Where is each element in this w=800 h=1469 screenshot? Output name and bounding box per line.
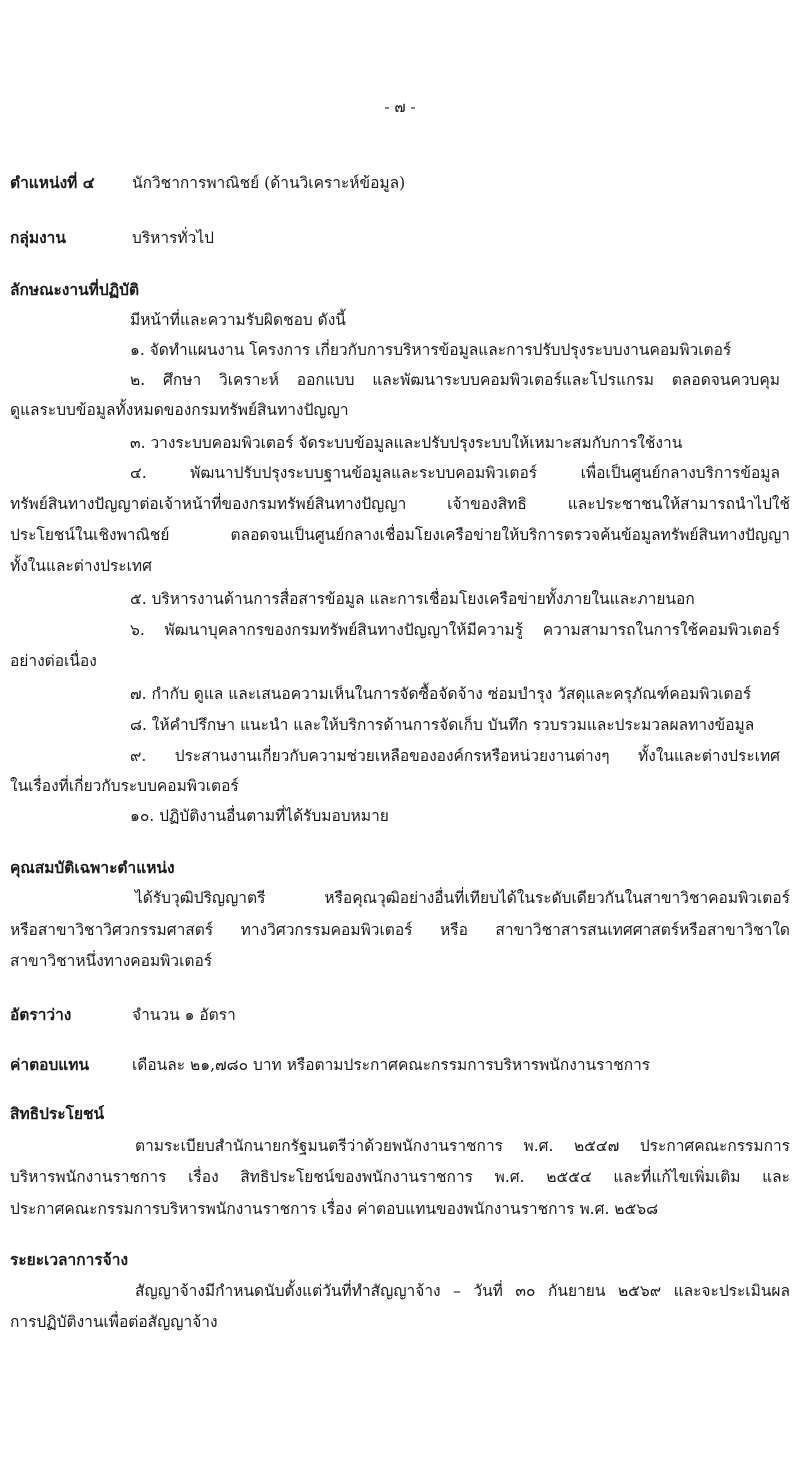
duty-item-1: ๑. จัดทำแผนงาน โครงการ เกี่ยวกับการบริหารข้อมูลและการปรับปรุงระบบงานคอมพิวเตอร์ <box>130 341 732 359</box>
duty-item-10: ๑๐. ปฏิบัติงานอื่นตามที่ได้รับมอบหมาย <box>130 807 389 825</box>
group-value: บริหารทั่วไป <box>132 229 214 247</box>
term-line-2: การปฏิบัติงานเพื่อต่อสัญญาจ้าง <box>10 1313 218 1331</box>
group-label: กลุ่มงาน <box>10 228 66 247</box>
salary-label: ค่าตอบแทน <box>10 1055 90 1074</box>
benefits-line-2: บริหารพนักงานราชการ เรื่อง สิทธิประโยชน์ของพนักงานราชการ พ.ศ. ๒๕๕๔ และที่แก้ไขเพิ่มเติม และ <box>10 1168 790 1186</box>
position-row <box>10 170 406 195</box>
duty-item-4-line-1: ๔. พัฒนาปรับปรุงระบบฐานข้อมูลและระบบคอมพิวเตอร์ เพื่อเป็นศูนย์กลางบริการข้อมูล <box>130 464 780 482</box>
duty-item-4-line-3: ประโยชน์ในเชิงพาณิชย์ ตลอดจนเป็นศูนย์กลางเชื่อมโยงเครือข่ายให้บริการตรวจค้นข้อมูลทรัพย์สินทางปัญญา <box>10 526 790 544</box>
term-line-1: สัญญาจ้างมีกำหนดนับตั้งแต่วันที่ทำสัญญาจ้าง – วันที่ ๓๐ กันยายน ๒๕๖๙ และจะประเมินผล <box>135 1282 790 1300</box>
benefits-heading: สิทธิประโยชน์ <box>10 1104 105 1123</box>
duty-item-9-line-1: ๙. ประสานงานเกี่ยวกับความช่วยเหลือขององค์กรหรือหน่วยงานต่างๆ ทั้งในและต่างประเทศ <box>130 747 780 765</box>
page-number: - ๗ - <box>384 98 416 116</box>
group-row <box>10 225 214 250</box>
duty-item-4-line-2: ทรัพย์สินทางปัญญาต่อเจ้าหน้าที่ของกรมทรัพย์สินทางปัญญา เจ้าของสิทธิ และประชาชนให้สามารถนำไปใช้ <box>10 495 790 513</box>
benefits-line-1: ตามระเบียบสำนักนายกรัฐมนตรีว่าด้วยพนักงานราชการ พ.ศ. ๒๕๔๗ ประกาศคณะกรรมการ <box>135 1137 790 1155</box>
duty-item-2-line-1: ๒. ศึกษา วิเคราะห์ ออกแบบ และพัฒนาระบบคอมพิวเตอร์และโปรแกรม ตลอดจนควบคุม <box>130 371 780 389</box>
qualifications-line-2: หรือสาขาวิชาวิศวกรรมศาสตร์ ทางวิศวกรรมคอมพิวเตอร์ หรือ สาขาวิชาสารสนเทศศาสตร์หรือสาขาวิชาใด <box>10 921 790 939</box>
position-value: นักวิชาการพาณิชย์ (ด้านวิเคราะห์ข้อมูล) <box>132 174 406 192</box>
duty-item-3: ๓. วางระบบคอมพิวเตอร์ จัดระบบข้อมูลและปรับปรุงระบบให้เหมาะสมกับการใช้งาน <box>130 434 683 452</box>
duty-item-9-line-2: ในเรื่องที่เกี่ยวกับระบบคอมพิวเตอร์ <box>10 777 239 795</box>
position-label: ตำแหน่งที่ ๔ <box>10 173 95 192</box>
duty-item-5: ๕. บริหารงานด้านการสื่อสารข้อมูล และการเชื่อมโยงเครือข่ายทั้งภายในและภายนอก <box>130 590 695 608</box>
vacancy-value: จำนวน ๑ อัตรา <box>132 1006 236 1024</box>
term-heading: ระยะเวลาการจ้าง <box>10 1250 129 1269</box>
salary-row <box>10 1052 651 1077</box>
qualifications-line-3: สาขาวิชาหนึ่งทางคอมพิวเตอร์ <box>10 952 213 970</box>
duties-intro: มีหน้าที่และความรับผิดชอบ ดังนี้ <box>130 311 346 329</box>
benefits-line-3: ประกาศคณะกรรมการบริหารพนักงานราชการ เรื่อง ค่าตอบแทนของพนักงานราชการ พ.ศ. ๒๕๖๘ <box>10 1200 659 1218</box>
duty-item-4-line-4: ทั้งในและต่างประเทศ <box>10 557 152 575</box>
duties-heading: ลักษณะงานที่ปฏิบัติ <box>10 280 140 299</box>
vacancy-row <box>10 1002 236 1027</box>
vacancy-label: อัตราว่าง <box>10 1005 72 1024</box>
qualifications-heading: คุณสมบัติเฉพาะตำแหน่ง <box>10 858 175 877</box>
duty-item-2-line-2: ดูแลระบบข้อมูลทั้งหมดของกรมทรัพย์สินทางปัญญา <box>10 401 349 419</box>
duty-item-7: ๗. กำกับ ดูแล และเสนอความเห็นในการจัดซื้อจัดจ้าง ซ่อมบำรุง วัสดุและครุภัณฑ์คอมพิวเตอร์ <box>130 685 752 703</box>
duty-item-6-line-1: ๖. พัฒนาบุคลากรของกรมทรัพย์สินทางปัญญาให้มีความรู้ ความสามารถในการใช้คอมพิวเตอร์ <box>130 621 780 639</box>
qualifications-line-1: ได้รับวุฒิปริญญาตรี หรือคุณวุฒิอย่างอื่นที่เทียบได้ในระดับเดียวกันในสาขาวิชาคอมพิวเตอร์ <box>135 889 790 907</box>
duty-item-6-line-2: อย่างต่อเนื่อง <box>10 652 97 670</box>
duty-item-8: ๘. ให้คำปรึกษา แนะนำ และให้บริการด้านการจัดเก็บ บันทึก รวบรวมและประมวลผลทางข้อมูล <box>130 716 755 734</box>
salary-value: เดือนละ ๒๑,๗๘๐ บาท หรือตามประกาศคณะกรรมการบริหารพนักงานราชการ <box>132 1056 651 1074</box>
